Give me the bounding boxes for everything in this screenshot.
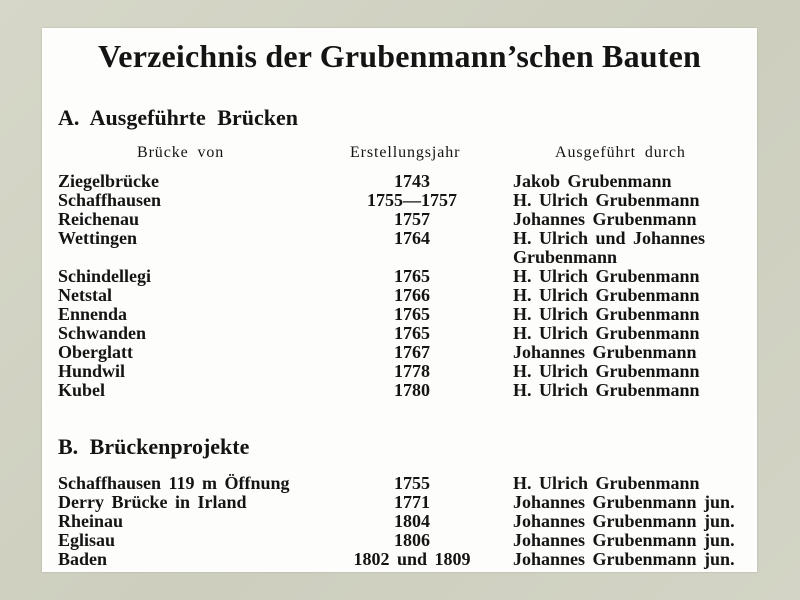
builder-name: H. Ulrich Grubenmann (513, 380, 700, 400)
bridge-name: Reichenau (58, 209, 139, 229)
builder-name: H. Ulrich Grubenmann (513, 304, 700, 324)
bridge-name: Wettingen (58, 228, 137, 248)
builder-name: H. Ulrich Grubenmann (513, 190, 700, 210)
bridge-name: Schindellegi (58, 266, 152, 286)
table-row (42, 229, 757, 267)
table-row (42, 172, 757, 191)
builder-name: H. Ulrich Grubenmann (513, 473, 700, 493)
builder-name: Johannes Grubenmann (513, 342, 697, 362)
table-row (42, 362, 757, 381)
column-header-bridge: Brücke von (137, 144, 225, 161)
table-row (42, 550, 757, 569)
bridge-name: Baden (58, 549, 108, 569)
table-row (42, 305, 757, 324)
table-row (42, 512, 757, 531)
construction-year: 1743 (394, 171, 430, 191)
builder-cell (484, 229, 757, 267)
bridge-name: Schaffhausen (58, 190, 162, 210)
builder-name: Johannes Grubenmann jun. (513, 530, 735, 550)
builder-name: Johannes Grubenmann jun. (513, 511, 735, 531)
builder-name: Jakob Grubenmann (513, 171, 672, 191)
construction-year: 1771 (394, 492, 430, 512)
construction-year: 1757 (394, 209, 430, 229)
bridge-name: Kubel (58, 380, 106, 400)
bridge-name: Derry Brücke in Irland (58, 492, 247, 512)
builder-name: H. Ulrich und Johannes (513, 228, 706, 248)
builder-name: H. Ulrich Grubenmann (513, 323, 700, 343)
table-row (42, 493, 757, 512)
column-header-year: Erstellungsjahr (350, 144, 461, 161)
bridge-name: Schaffhausen 119 m Öffnung (58, 473, 290, 493)
table-row (42, 191, 757, 210)
builder-name: H. Ulrich Grubenmann (513, 361, 700, 381)
construction-year: 1778 (394, 361, 430, 381)
bridge-name: Ziegelbrücke (58, 171, 159, 191)
construction-year: 1767 (394, 342, 430, 362)
construction-year: 1755 (394, 473, 430, 493)
construction-year: 1806 (394, 530, 430, 550)
construction-year: 1755—1757 (367, 190, 457, 210)
bridge-name: Hundwil (58, 361, 126, 381)
builder-name: H. Ulrich Grubenmann (513, 266, 700, 286)
construction-year: 1765 (394, 323, 430, 343)
document-title: Verzeichnis der Grubenmann’schen Bauten (97, 38, 702, 74)
builder-name: Johannes Grubenmann jun. (513, 549, 735, 569)
column-header-builder: Ausgeführt durch (555, 144, 686, 161)
bridge-projects-table (42, 474, 757, 569)
construction-year: 1802 und 1809 (353, 549, 471, 569)
table-row (42, 531, 757, 550)
table-row (42, 286, 757, 305)
builder-name: H. Ulrich Grubenmann (513, 285, 700, 305)
executed-bridges-table (42, 172, 757, 400)
builder-name: Johannes Grubenmann (513, 209, 697, 229)
bridge-name: Oberglatt (58, 342, 133, 362)
construction-year: 1765 (394, 266, 430, 286)
builder-name-continued: Grubenmann (513, 247, 618, 267)
construction-year: 1765 (394, 304, 430, 324)
construction-year: 1804 (394, 511, 430, 531)
builder-name: Johannes Grubenmann jun. (513, 492, 735, 512)
table-row (42, 474, 757, 493)
table-row (42, 381, 757, 400)
bridge-name: Netstal (58, 285, 112, 305)
bridge-name: Schwanden (58, 323, 147, 343)
bridge-name: Ennenda (58, 304, 128, 324)
table-row (42, 210, 757, 229)
bridge-name: Rheinau (58, 511, 124, 531)
construction-year: 1780 (394, 380, 430, 400)
section-b-heading: B. Brückenprojekte (58, 434, 250, 459)
document-page (42, 28, 757, 572)
table-row (42, 324, 757, 343)
table-row (42, 267, 757, 286)
bridge-name: Eglisau (58, 530, 116, 550)
construction-year: 1766 (394, 285, 430, 305)
construction-year: 1764 (394, 228, 430, 248)
table-row (42, 343, 757, 362)
section-a-heading: A. Ausgeführte Brücken (58, 105, 298, 130)
